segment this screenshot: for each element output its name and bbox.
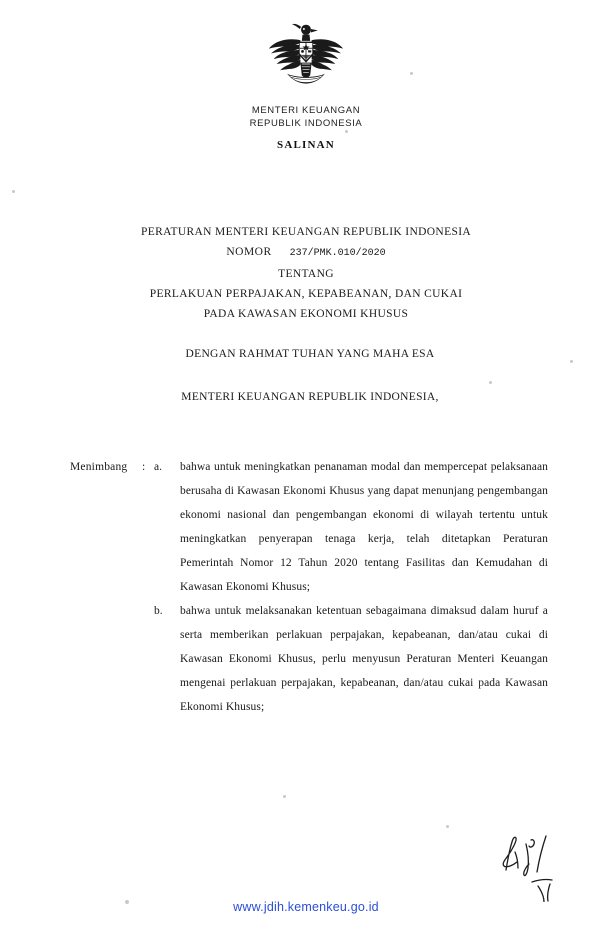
considering-colon: : (142, 461, 146, 473)
handwritten-initial-mark (498, 830, 568, 902)
blessing-line: DENGAN RAHMAT TUHAN YANG MAHA ESA (185, 348, 435, 360)
scan-artifact (12, 190, 15, 193)
considering-letter-a: a. (154, 461, 162, 473)
regulation-type-line: PERATURAN MENTERI KEUANGAN REPUBLIK INDONESIA (140, 226, 472, 238)
copy-mark: SALINAN (277, 139, 335, 151)
regulation-number-line (0, 242, 612, 264)
considering-text-b: bahwa untuk melaksanakan ketentuan sebagaimana dimaksud dalam huruf a serta memberikan perlakuan perpajakan, kepabeanan, dan/atau cukai di Kawasan Ekonomi Khusus, perlu menyusun Peraturan Menteri Keuangan mengenai perlakuan perpajakan, kepabeanan, dan/atau cukai pada Kawasan Ekonomi Khusus; (180, 605, 548, 713)
regulation-title-block (0, 222, 612, 324)
ministry-name-line2: REPUBLIK INDONESIA (249, 118, 363, 129)
considering-section (70, 455, 548, 719)
preamble-block (0, 348, 612, 403)
nomor-label: NOMOR (226, 246, 272, 258)
ministry-header (0, 104, 612, 151)
scan-artifact (446, 825, 449, 828)
garuda-pancasila-emblem (267, 22, 345, 92)
emblem-container (0, 22, 612, 97)
considering-item-a (70, 455, 548, 599)
authority-line: MENTERI KEUANGAN REPUBLIK INDONESIA, (181, 391, 439, 403)
tentang-label: TENTANG (278, 268, 334, 280)
considering-letter-b: b. (154, 605, 163, 617)
nomor-value: 237/PMK.010/2020 (289, 248, 386, 259)
subject-line-1: PERLAKUAN PERPAJAKAN, KEPABEANAN, DAN CUKAI (149, 288, 463, 300)
ministry-name-line1: MENTERI KEUANGAN (251, 105, 361, 116)
jdih-url[interactable]: www.jdih.kemenkeu.go.id (233, 900, 379, 914)
scan-artifact (283, 795, 286, 798)
considering-text-a: bahwa untuk meningkatkan penanaman modal dan mempercepat pelaksanaan berusaha di Kawasan Ekonomi Khusus yang dapat menunjang pengembangan ekonomi nasional dan pengembangan ekonomi di wilayah tertentu untuk meningkatkan penyerapan tenaga kerja, telah ditetapkan Peraturan Pemerintah Nomor 12 Tahun 2020 tentang Fasilitas dan Kemudahan di Kawasan Ekonomi Khusus; (180, 461, 548, 593)
subject-line-2: PADA KAWASAN EKONOMI KHUSUS (203, 308, 409, 320)
considering-item-b (70, 599, 548, 719)
considering-label: Menimbang (70, 461, 128, 473)
